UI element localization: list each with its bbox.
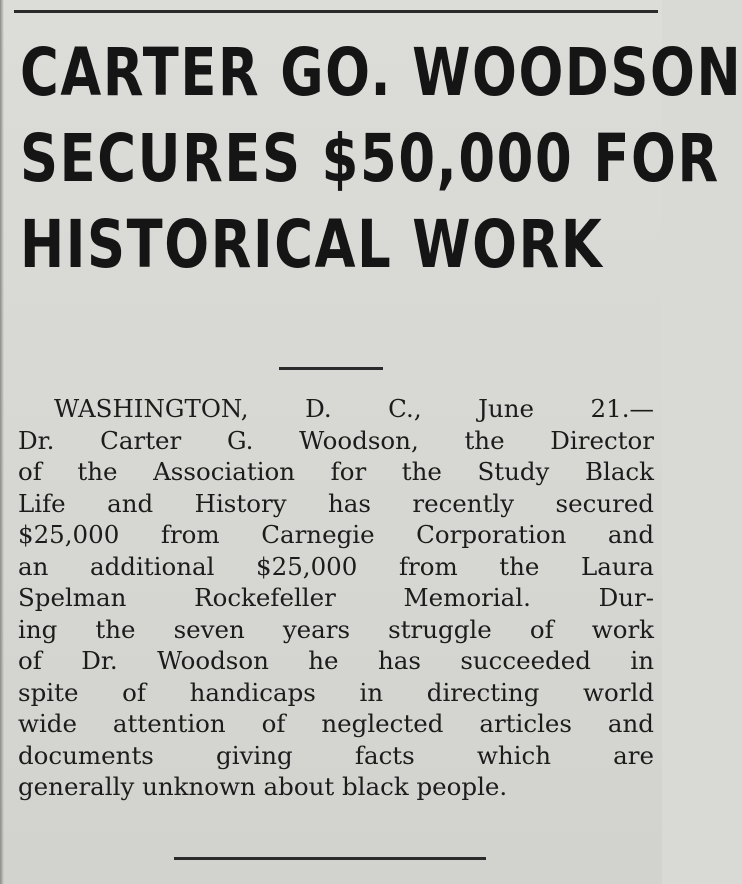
article-line: of Dr. Woodson he has succeeded in bbox=[18, 646, 654, 675]
article-line: generally unknown about black people. bbox=[18, 772, 508, 801]
article-body bbox=[18, 393, 654, 803]
headline-line: CARTER GO. WOODSON bbox=[20, 34, 742, 111]
article-line: $25,000 from Carnegie Corporation and bbox=[18, 520, 654, 549]
headline-line: HISTORICAL WORK bbox=[20, 206, 604, 283]
article-line: Spelman Rockefeller Memorial. Dur- bbox=[18, 583, 654, 612]
top-rule bbox=[14, 10, 658, 13]
page-edge-shadow bbox=[0, 0, 4, 884]
headline-divider bbox=[279, 367, 383, 370]
article-dateline: WASHINGTON, D. C., June 21.— bbox=[54, 394, 654, 423]
article-line: Life and History has recently secured bbox=[18, 488, 654, 518]
article-line: Dr. Carter G. Woodson, the Director bbox=[18, 425, 654, 455]
article-line: spite of handicaps in directing world bbox=[18, 677, 654, 707]
article-end-divider bbox=[174, 857, 486, 860]
article-line: of the Association for the Study Black bbox=[18, 457, 654, 486]
article-line: an additional $25,000 from the Laura bbox=[18, 551, 654, 581]
article-line: documents giving facts which are bbox=[18, 740, 654, 770]
headline-line: SECURES $50,000 FOR bbox=[20, 120, 720, 197]
headline bbox=[20, 30, 742, 288]
article-line: ing the seven years struggle of work bbox=[18, 614, 654, 644]
article-line: wide attention of neglected articles and bbox=[18, 709, 654, 738]
